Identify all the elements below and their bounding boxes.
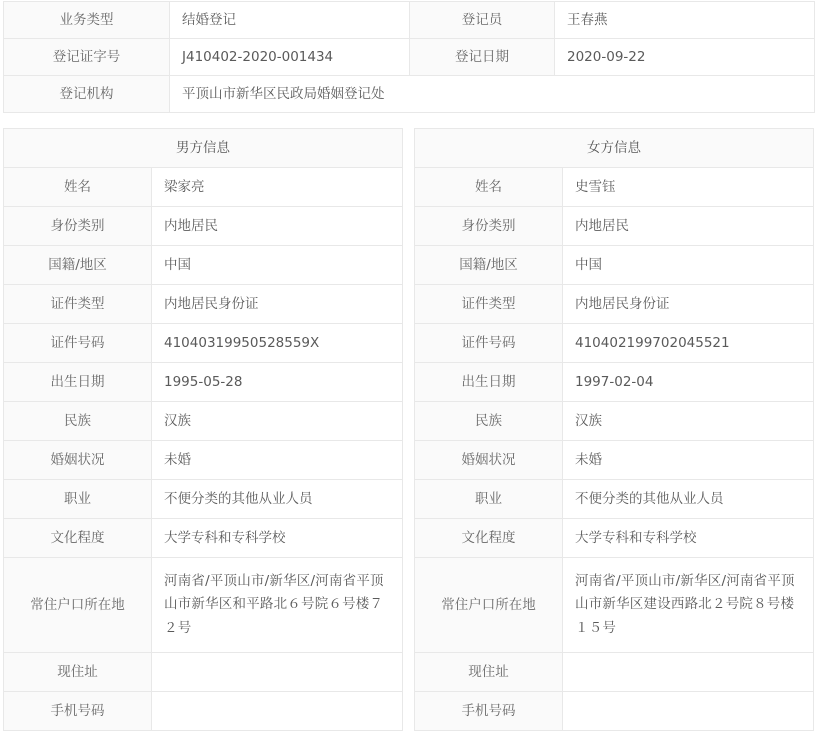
male-label-education: 文化程度 [4, 519, 152, 558]
summary-label-registrar: 登记员 [410, 2, 555, 39]
male-label-current-address: 现住址 [4, 653, 152, 692]
summary-table [3, 1, 815, 113]
male-label-marital-status: 婚姻状况 [4, 441, 152, 480]
male-value-ethnicity: 汉族 [152, 402, 403, 441]
female-panel-title: 女方信息 [415, 129, 814, 168]
marriage-registration-record [0, 1, 817, 731]
male-label-birth-date: 出生日期 [4, 363, 152, 402]
female-label-household-address: 常住户口所在地 [415, 558, 563, 653]
table-row [4, 246, 403, 285]
female-value-phone-number [563, 692, 814, 731]
table-row [415, 168, 814, 207]
table-row [4, 402, 403, 441]
female-value-marital-status: 未婚 [563, 441, 814, 480]
female-label-document-type: 证件类型 [415, 285, 563, 324]
summary-label-registration-office: 登记机构 [4, 76, 170, 113]
table-row [415, 653, 814, 692]
female-value-ethnicity: 汉族 [563, 402, 814, 441]
summary-value-registration-office: 平顶山市新华区民政局婚姻登记处 [170, 76, 815, 113]
female-label-marital-status: 婚姻状况 [415, 441, 563, 480]
table-row [415, 692, 814, 731]
female-label-education: 文化程度 [415, 519, 563, 558]
male-label-identity-category: 身份类别 [4, 207, 152, 246]
male-value-nationality: 中国 [152, 246, 403, 285]
male-value-document-type: 内地居民身份证 [152, 285, 403, 324]
summary-value-registrar: 王春燕 [555, 2, 815, 39]
female-panel [414, 128, 813, 731]
summary-label-business-type: 业务类型 [4, 2, 170, 39]
table-row [415, 402, 814, 441]
male-value-occupation: 不便分类的其他从业人员 [152, 480, 403, 519]
male-label-phone-number: 手机号码 [4, 692, 152, 731]
male-panel [3, 128, 402, 731]
female-label-identity-category: 身份类别 [415, 207, 563, 246]
female-value-document-type: 内地居民身份证 [563, 285, 814, 324]
table-row [4, 39, 815, 76]
female-label-name: 姓名 [415, 168, 563, 207]
summary-value-certificate-number: J410402-2020-001434 [170, 39, 410, 76]
party-panels [3, 128, 814, 731]
female-label-nationality: 国籍/地区 [415, 246, 563, 285]
table-row [4, 363, 403, 402]
table-row [4, 324, 403, 363]
male-value-current-address [152, 653, 403, 692]
female-value-birth-date: 1997-02-04 [563, 363, 814, 402]
summary-value-registration-date: 2020-09-22 [555, 39, 815, 76]
table-row [4, 2, 815, 39]
female-label-current-address: 现住址 [415, 653, 563, 692]
table-row [4, 207, 403, 246]
table-row [4, 76, 815, 113]
table-row [415, 246, 814, 285]
male-value-identity-category: 内地居民 [152, 207, 403, 246]
table-row [4, 168, 403, 207]
female-value-identity-category: 内地居民 [563, 207, 814, 246]
female-value-current-address [563, 653, 814, 692]
male-info-table [3, 128, 403, 731]
table-row [415, 285, 814, 324]
female-label-birth-date: 出生日期 [415, 363, 563, 402]
male-label-nationality: 国籍/地区 [4, 246, 152, 285]
female-value-document-number: 410402199702045521 [563, 324, 814, 363]
female-value-name: 史雪钰 [563, 168, 814, 207]
male-label-name: 姓名 [4, 168, 152, 207]
male-label-document-number: 证件号码 [4, 324, 152, 363]
table-row [4, 558, 403, 653]
female-value-occupation: 不便分类的其他从业人员 [563, 480, 814, 519]
table-row [415, 480, 814, 519]
male-value-education: 大学专科和专科学校 [152, 519, 403, 558]
summary-value-business-type: 结婚登记 [170, 2, 410, 39]
table-row [415, 324, 814, 363]
table-row [415, 441, 814, 480]
table-row [415, 558, 814, 653]
male-value-marital-status: 未婚 [152, 441, 403, 480]
table-row [415, 519, 814, 558]
female-label-document-number: 证件号码 [415, 324, 563, 363]
male-label-ethnicity: 民族 [4, 402, 152, 441]
female-label-phone-number: 手机号码 [415, 692, 563, 731]
summary-label-registration-date: 登记日期 [410, 39, 555, 76]
female-value-education: 大学专科和专科学校 [563, 519, 814, 558]
male-label-occupation: 职业 [4, 480, 152, 519]
male-label-household-address: 常住户口所在地 [4, 558, 152, 653]
male-value-birth-date: 1995-05-28 [152, 363, 403, 402]
female-info-table [414, 128, 814, 731]
table-row [415, 129, 814, 168]
table-row [4, 653, 403, 692]
female-value-household-address: 河南省/平顶山市/新华区/河南省平顶山市新华区建设西路北２号院８号楼１５号 [563, 558, 814, 653]
male-label-document-type: 证件类型 [4, 285, 152, 324]
table-row [4, 519, 403, 558]
male-value-document-number: 41040319950528559X [152, 324, 403, 363]
table-row [4, 480, 403, 519]
female-value-nationality: 中国 [563, 246, 814, 285]
male-value-name: 梁家亮 [152, 168, 403, 207]
male-value-phone-number [152, 692, 403, 731]
table-row [4, 285, 403, 324]
female-label-occupation: 职业 [415, 480, 563, 519]
male-panel-title: 男方信息 [4, 129, 403, 168]
table-row [4, 692, 403, 731]
table-row [4, 129, 403, 168]
female-label-ethnicity: 民族 [415, 402, 563, 441]
table-row [415, 207, 814, 246]
summary-label-certificate-number: 登记证字号 [4, 39, 170, 76]
male-value-household-address: 河南省/平顶山市/新华区/河南省平顶山市新华区和平路北６号院６号楼７２号 [152, 558, 403, 653]
table-row [4, 441, 403, 480]
table-row [415, 363, 814, 402]
